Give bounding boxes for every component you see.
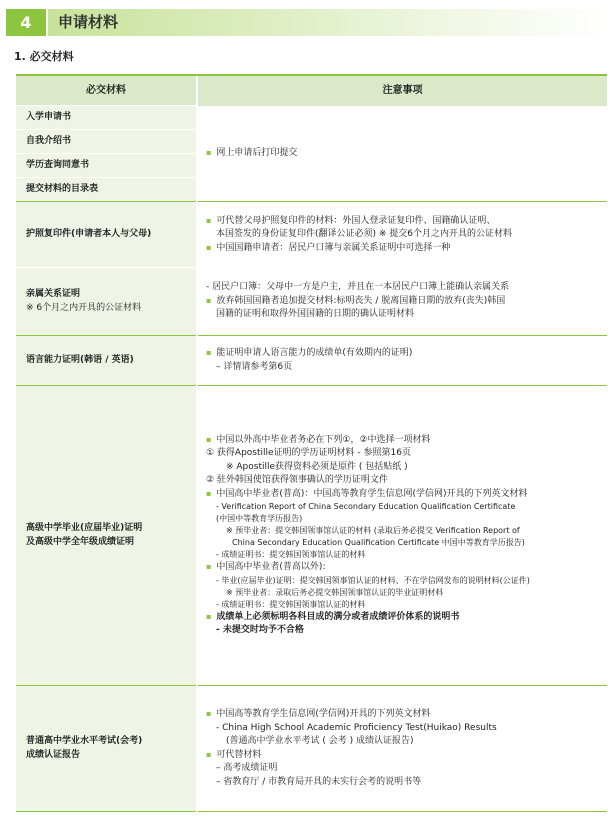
kinship-line: - 居民户口簿：父母中一方是户主，并且在一本居民户口簿上能确认亲属关系	[206, 282, 510, 292]
item-kinship-proof	[16, 268, 197, 336]
table-row	[16, 268, 607, 336]
passport-notes	[197, 202, 607, 268]
table-header-row	[16, 75, 607, 106]
table-row	[16, 202, 607, 268]
highschool-line: ▪ 中国高中毕业者(普高)：中国高等教育学生信息网(学信网)开具的下列英文材料	[206, 488, 597, 502]
group1-note: ▪ 网上申请后打印提交	[206, 147, 597, 161]
passport-line: ▪ 中国国籍申请者：居民户口簿与亲属关系证明中可选择一种	[206, 242, 597, 256]
kinship-line: 国籍的证明和取得外国国籍的日期的确认证明材料	[216, 309, 415, 319]
item-materials-list: 提交材料的目录表	[16, 178, 197, 202]
highschool-line: - Verification Report of China Secondary Education Qualification Certificate	[216, 502, 516, 511]
huikao-line: ▪ 中国高等教育学生信息网(学信网)开具的下列英文材料	[206, 708, 597, 722]
materials-table	[16, 74, 607, 812]
language-line: – 详情请参考第6页	[216, 361, 293, 372]
huikao-label: 成绩认证报告	[26, 749, 81, 760]
passport-line: 本国签发的身份证复印件(翻译公证必须) ※ 提交6个月之内开具的公证材料	[216, 229, 513, 239]
highschool-label: 高级中学毕业(应届毕业)证明	[26, 523, 143, 533]
header-materials: 必交材料	[16, 75, 197, 106]
huikao-line: (普通高中学业水平考试 ( 会考 ) 成绩认证报告)	[226, 736, 414, 746]
highschool-line: - 成绩证明书：提交韩国领事馆认证的材料	[216, 550, 366, 559]
kinship-note: ※ 6个月之内开具的公证材料	[26, 302, 142, 313]
table-row	[16, 336, 607, 386]
item-highschool-certificate	[16, 386, 197, 686]
highschool-line: - 未提交时均予不合格	[216, 625, 304, 635]
highschool-line: - 成绩证明书：提交韩国领事馆认证的材料	[216, 599, 366, 609]
huikao-line: – 高考成绩证明	[216, 763, 278, 773]
subheading: 1. 必交材料	[14, 50, 74, 63]
language-notes	[197, 336, 607, 386]
huikao-line: - China High School Academic Proficiency Test(Huikao) Results	[216, 722, 497, 733]
section-title-bar	[48, 9, 606, 36]
huikao-label: 普通高中学业水平考试(会考)	[26, 736, 143, 746]
kinship-notes	[197, 268, 607, 336]
section-title: 申请材料	[58, 13, 119, 31]
highschool-line: ※ 预毕业者：录取后务必提交韩国领事馆认证的毕业证明材料	[226, 587, 444, 597]
section-header	[6, 9, 606, 36]
highschool-line: - 毕业(应届毕业)证明：提交韩国领事馆认证的材料、不在学信网发布的说明材料(公证件)	[216, 575, 530, 585]
huikao-line: – 省教育厅 / 市教育局开具的未实行会考的说明书等	[216, 776, 422, 787]
item-passport-copy: 护照复印件(申请者本人与父母)	[16, 202, 197, 268]
item-application-form: 入学申请书	[16, 106, 197, 130]
highschool-line: ▪ 中国以外高中毕业者务必在下列①，②中选择一项材料	[206, 434, 597, 448]
language-line: ▪ 能证明申请人语言能力的成绩单(有效期内的证明)	[206, 347, 597, 361]
highschool-line: (中国中等教育学历报告)	[216, 514, 303, 523]
item-self-introduction: 自我介绍书	[16, 130, 197, 154]
table-row	[16, 106, 607, 130]
table-row	[16, 386, 607, 686]
highschool-line: ② 驻外韩国使馆获得领事确认的学历证明文件	[206, 475, 388, 485]
highschool-line: ▪ 成绩单上必须标明各科目成的满分或者成绩评价体系的说明书	[206, 611, 597, 625]
section-number: 4	[6, 9, 46, 36]
item-language-proof: 语言能力证明(韩语 / 英语)	[16, 336, 197, 386]
kinship-label: 亲属关系证明	[26, 289, 81, 299]
highschool-line: China Secondary Education Qualification Certificate 中国中等教育学历报告)	[232, 538, 525, 547]
highschool-line: ▪ 中国高中毕业者(普高以外):	[206, 561, 597, 575]
table-row	[16, 686, 607, 812]
highschool-line: ※ 预毕业者：提交韩国领事馆认证的材料 (录取后务必提交 Verification Report of	[226, 526, 520, 535]
header-notes: 注意事项	[197, 75, 607, 106]
item-huikao-report	[16, 686, 197, 812]
kinship-line: ▪ 放弃韩国国籍者追加提交材料:标明丧失 / 脱离国籍日期的放弃(丧失)韩国	[206, 295, 597, 309]
item-education-consent: 学历查询同意书	[16, 154, 197, 178]
huikao-line: ▪ 可代替材料	[206, 749, 597, 763]
group1-note-cell	[197, 106, 607, 202]
highschool-notes	[197, 386, 607, 686]
highschool-label: 及高级中学全年级成绩证明	[26, 536, 135, 547]
highschool-line: ※ Apostille获得资料必须是原件 ( 包括贴纸 )	[226, 461, 408, 472]
highschool-line: ① 获得Apostille证明的学历证明材料 - 参照第16页	[206, 448, 411, 458]
passport-line: ▪ 可代替父母护照复印件的材料：外国人登录证复印件、国籍确认证明、	[206, 215, 597, 229]
huikao-notes	[197, 686, 607, 812]
